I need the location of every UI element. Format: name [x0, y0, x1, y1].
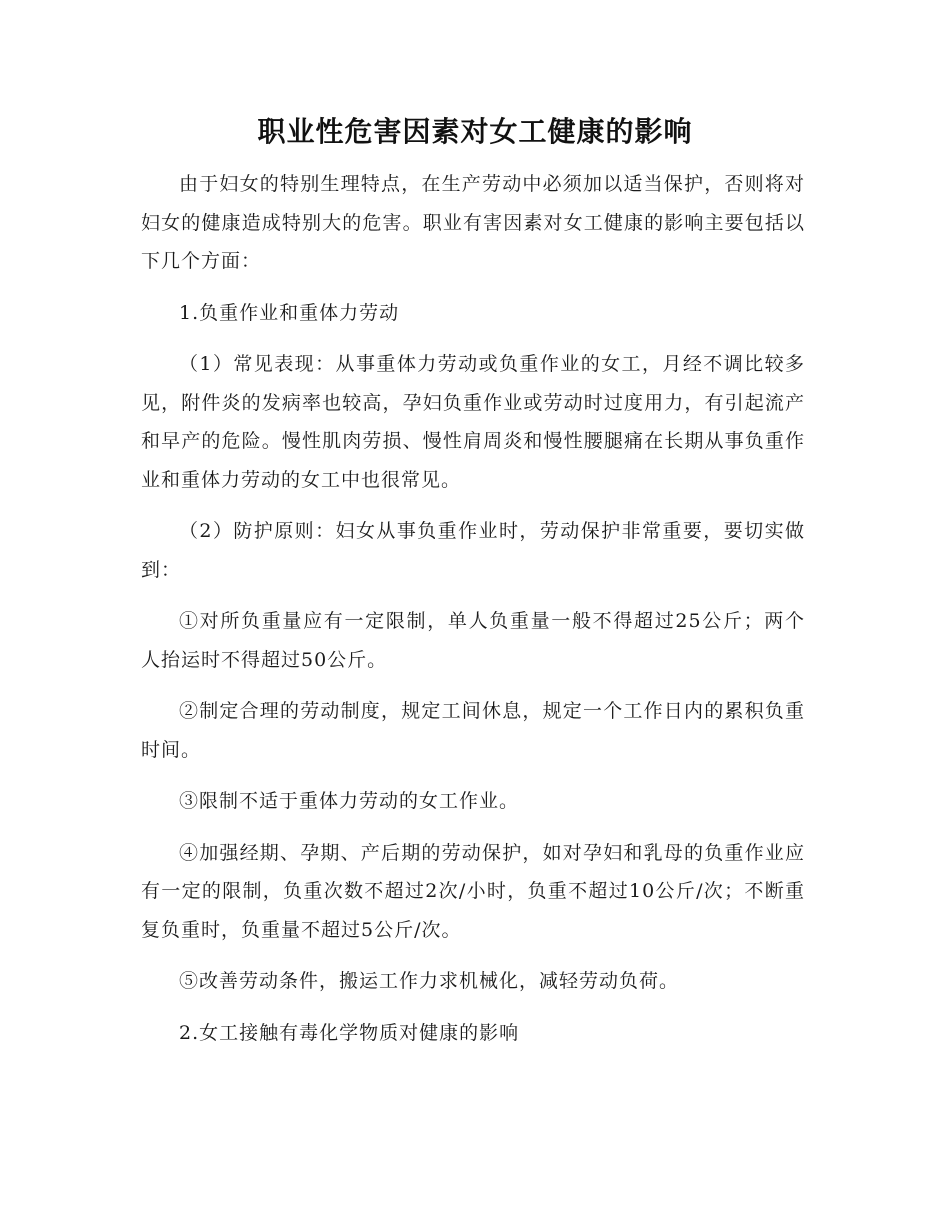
list-item-5: ⑤改善劳动条件，搬运工作力求机械化，减轻劳动负荷。	[179, 970, 680, 992]
paragraph-symptoms: （1）常见表现：从事重体力劳动或负重作业的女工，月经不调比较多见，附件炎的发病率也较高，孕妇负重作业或劳动时过度用力，有引起流产和早产的危险。慢性肌肉劳损、慢性肩周炎和慢性腰腿痛在长期从事负重作业和重体力劳动的女工中也很常见。	[141, 353, 805, 491]
list-item-1: ①对所负重量应有一定限制，单人负重量一般不得超过25公斤；两个人抬运时不得超过50公斤。	[141, 610, 805, 671]
document-body	[141, 165, 805, 1052]
paragraph-protection-principles: （2）防护原则：妇女从事负重作业时，劳动保护非常重要，要切实做到：	[141, 520, 805, 581]
list-item-3: ③限制不适于重体力劳动的女工作业。	[179, 790, 520, 812]
intro-paragraph: 由于妇女的特别生理特点，在生产劳动中必须加以适当保护，否则将对妇女的健康造成特别大的危害。职业有害因素对女工健康的影响主要包括以下几个方面：	[141, 173, 805, 272]
page-title: 职业性危害因素对女工健康的影响	[257, 115, 693, 148]
list-item-4: ④加强经期、孕期、产后期的劳动保护，如对孕妇和乳母的负重作业应有一定的限制，负重次数不超过2次/小时，负重不超过10公斤/次；不断重复负重时，负重量不超过5公斤/次。	[141, 841, 805, 941]
section-heading-2: 2.女工接触有毒化学物质对健康的影响	[179, 1021, 520, 1044]
list-item-2: ②制定合理的劳动制度，规定工间休息，规定一个工作日内的累积负重时间。	[141, 700, 805, 761]
section-heading-1: 1.负重作业和重体力劳动	[179, 301, 400, 324]
